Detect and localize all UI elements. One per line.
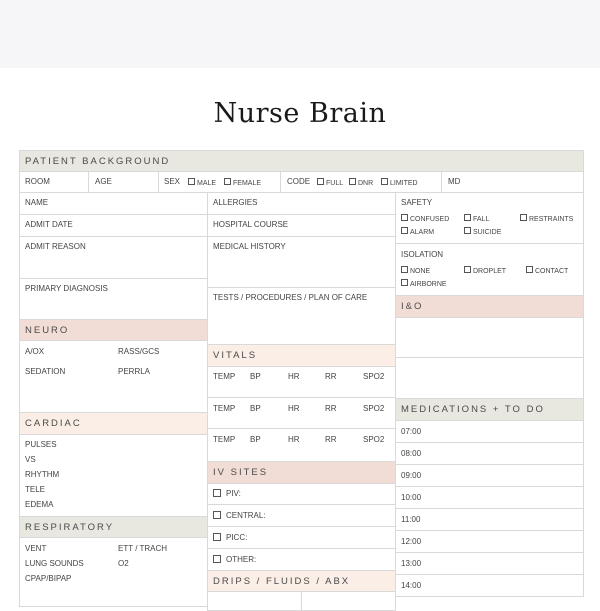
medication-time-label: 11:00 — [401, 515, 421, 524]
dnr-option[interactable] — [349, 178, 373, 189]
picc-label: PICC: — [226, 533, 248, 542]
picc-option[interactable] — [213, 533, 247, 543]
drips-label: DRIPS / FLUIDS / ABX — [213, 575, 351, 587]
medication-time-label: 09:00 — [401, 471, 422, 480]
hr-label: HR — [288, 404, 300, 413]
pulses-label: PULSES — [25, 440, 57, 449]
checkbox-icon — [464, 227, 471, 234]
medication-time-row[interactable] — [395, 530, 584, 553]
patient-background-label: PATIENT BACKGROUND — [25, 155, 171, 167]
fall-label: FALL — [473, 216, 490, 223]
piv-option[interactable] — [213, 489, 241, 499]
checkbox-icon — [464, 214, 471, 221]
medication-time-label: 07:00 — [401, 427, 422, 436]
io-header — [395, 295, 584, 318]
spo2-label: SPO2 — [363, 435, 385, 444]
io-label: I&O — [401, 301, 424, 312]
neuro-label: NEURO — [25, 324, 70, 336]
medical-history-label: MEDICAL HISTORY — [213, 242, 286, 251]
full-label: FULL — [326, 180, 344, 187]
airborne-label: AIRBORNE — [410, 281, 447, 288]
checkbox-icon — [188, 178, 195, 185]
checkbox-icon — [224, 178, 231, 185]
drips-header — [207, 570, 396, 592]
rr-label: RR — [325, 435, 337, 444]
spo2-label: SPO2 — [363, 404, 385, 413]
sedation-label: SEDATION — [25, 367, 66, 376]
checkbox-icon — [213, 555, 221, 563]
none-option[interactable] — [401, 266, 430, 277]
lung-sounds-label: LUNG SOUNDS — [25, 559, 84, 568]
fall-option[interactable] — [464, 214, 489, 225]
code-label: CODE — [287, 177, 311, 186]
respiratory-header — [19, 516, 208, 538]
name-label: NAME — [25, 198, 49, 207]
sex-label: SEX — [164, 177, 181, 186]
io-field-1[interactable] — [395, 317, 584, 358]
other-option[interactable] — [213, 555, 256, 565]
divider — [441, 171, 442, 193]
checkbox-icon — [401, 279, 408, 286]
cardiac-label: CARDIAC — [25, 418, 82, 429]
medication-time-row[interactable] — [395, 464, 584, 487]
tests-procedures-label: TESTS / PROCEDURES / PLAN OF CARE — [213, 293, 368, 302]
medication-time-label: 12:00 — [401, 537, 422, 546]
aox-label: A/OX — [25, 347, 45, 356]
admit-reason-label: ADMIT REASON — [25, 242, 86, 251]
medication-time-row[interactable] — [395, 486, 584, 509]
droplet-label: DROPLET — [473, 268, 507, 275]
cpap-bipap-label: CPAP/BIPAP — [25, 574, 72, 583]
alarm-label: ALARM — [410, 229, 435, 236]
md-label: MD — [448, 177, 461, 186]
central-option[interactable] — [213, 511, 266, 521]
dnr-label: DNR — [358, 180, 374, 187]
tele-label: TELE — [25, 485, 46, 494]
confused-option[interactable] — [401, 214, 449, 225]
vitals-row-1[interactable] — [207, 366, 396, 398]
full-option[interactable] — [317, 178, 343, 189]
bp-label: BP — [250, 404, 261, 413]
checkbox-icon — [213, 533, 221, 541]
divider — [280, 171, 281, 193]
checkbox-icon — [213, 511, 221, 519]
medication-time-row[interactable] — [395, 442, 584, 465]
checkbox-icon — [349, 178, 356, 185]
admit-date-label: ADMIT DATE — [25, 220, 73, 229]
divider — [158, 171, 159, 193]
iv-sites-label: IV SITES — [213, 467, 269, 478]
vitals-header — [207, 344, 396, 367]
confused-label: CONFUSED — [410, 216, 450, 223]
medication-time-label: 13:00 — [401, 559, 422, 568]
cardiac-header — [19, 412, 208, 435]
bp-label: BP — [250, 372, 261, 381]
rass-gcs-label: RASS/GCS — [118, 347, 160, 356]
female-option[interactable] — [224, 178, 261, 189]
suicide-label: SUICIDE — [473, 229, 502, 236]
restraints-label: RESTRAINTS — [529, 216, 574, 223]
checkbox-icon — [213, 489, 221, 497]
respiratory-section[interactable] — [19, 537, 208, 607]
medication-time-row[interactable] — [395, 552, 584, 575]
vitals-row-3[interactable] — [207, 428, 396, 462]
iv-sites-header — [207, 461, 396, 484]
other-label: OTHER: — [226, 555, 257, 564]
contact-option[interactable] — [526, 266, 568, 277]
hr-label: HR — [288, 435, 300, 444]
vitals-label: VITALS — [213, 350, 258, 361]
checkbox-icon — [526, 266, 533, 273]
droplet-option[interactable] — [464, 266, 506, 277]
checkbox-icon — [520, 214, 527, 221]
drips-divider — [301, 591, 302, 611]
airborne-option[interactable] — [401, 279, 447, 290]
checkbox-icon — [317, 178, 324, 185]
safety-label: SAFETY — [401, 198, 433, 207]
suicide-option[interactable] — [464, 227, 501, 238]
limited-option[interactable] — [381, 178, 418, 189]
medication-time-row[interactable] — [395, 508, 584, 531]
male-label: MALE — [197, 180, 217, 187]
hr-label: HR — [288, 372, 300, 381]
vs-label: VS — [25, 455, 36, 464]
rhythm-label: RHYTHM — [25, 470, 60, 479]
medication-time-label: 14:00 — [401, 581, 422, 590]
female-label: FEMALE — [233, 180, 262, 187]
spo2-label: SPO2 — [363, 372, 385, 381]
ett-trach-label: ETT / TRACH — [118, 544, 168, 553]
medication-time-label: 10:00 — [401, 493, 422, 502]
restraints-option[interactable] — [520, 214, 573, 225]
male-option[interactable] — [188, 178, 216, 189]
temp-label: TEMP — [213, 435, 236, 444]
respiratory-label: RESPIRATORY — [25, 521, 115, 533]
o2-label: O2 — [118, 559, 129, 568]
checkbox-icon — [381, 178, 388, 185]
allergies-label: ALLERGIES — [213, 198, 258, 207]
temp-label: TEMP — [213, 404, 236, 413]
edema-label: EDEMA — [25, 500, 54, 509]
age-label: AGE — [95, 177, 112, 186]
medication-time-row[interactable] — [395, 420, 584, 443]
central-label: CENTRAL: — [226, 511, 266, 520]
top-bar — [0, 0, 600, 68]
io-field-2[interactable] — [395, 357, 584, 399]
vent-label: VENT — [25, 544, 47, 553]
medications-header — [395, 398, 584, 421]
temp-label: TEMP — [213, 372, 236, 381]
rr-label: RR — [325, 404, 337, 413]
rr-label: RR — [325, 372, 337, 381]
checkbox-icon — [401, 227, 408, 234]
divider — [88, 171, 89, 193]
checkbox-icon — [401, 266, 408, 273]
medications-label: MEDICATIONS + TO DO — [401, 404, 545, 415]
isolation-label: ISOLATION — [401, 250, 444, 259]
neuro-header — [19, 319, 208, 341]
medication-time-label: 08:00 — [401, 449, 422, 458]
room-label: ROOM — [25, 177, 50, 186]
bp-label: BP — [250, 435, 261, 444]
medication-time-row[interactable] — [395, 574, 584, 597]
hospital-course-label: HOSPITAL COURSE — [213, 220, 289, 229]
perrla-label: PERRLA — [118, 367, 151, 376]
checkbox-icon — [401, 214, 408, 221]
checkbox-icon — [464, 266, 471, 273]
patient-background-header — [19, 150, 584, 172]
page-title: Nurse Brain — [213, 98, 387, 129]
contact-label: CONTACT — [535, 268, 569, 275]
alarm-option[interactable] — [401, 227, 434, 238]
primary-diagnosis-label: PRIMARY DIAGNOSIS — [25, 284, 108, 293]
limited-label: LIMITED — [390, 180, 418, 187]
piv-label: PIV: — [226, 489, 241, 498]
none-label: NONE — [410, 268, 431, 275]
